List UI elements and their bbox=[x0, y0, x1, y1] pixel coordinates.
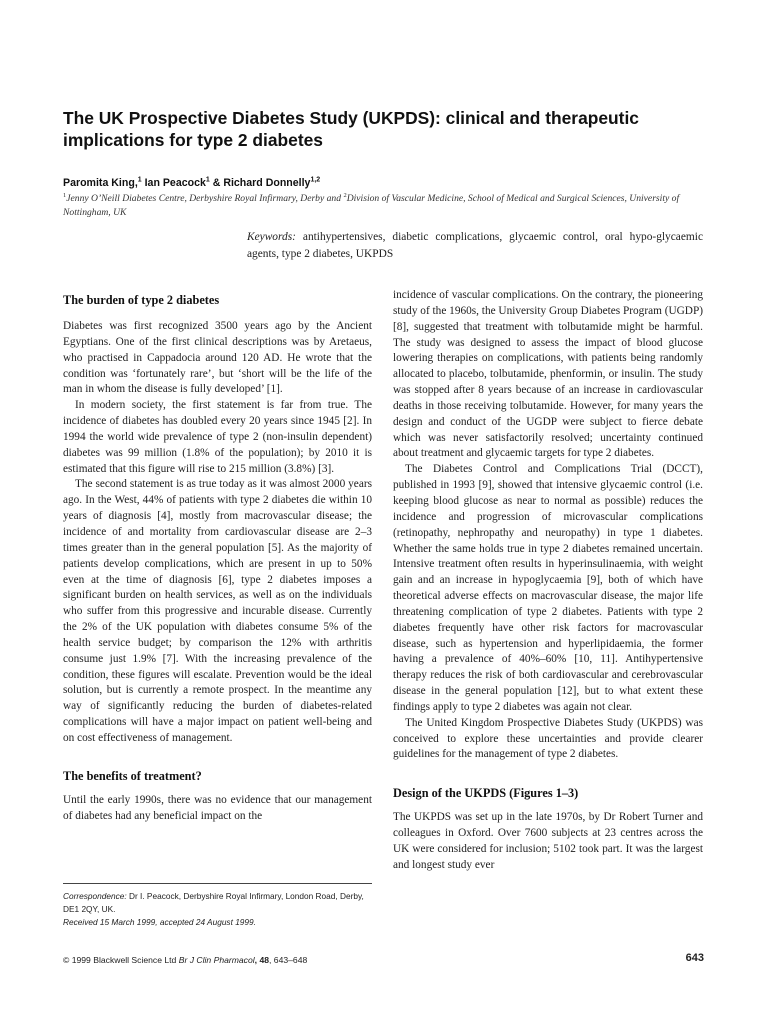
received-text: Received 15 March 1999, accepted 24 August 1999. bbox=[63, 917, 256, 927]
keywords-label: Keywords: bbox=[247, 231, 296, 243]
body-paragraph: incidence of vascular complications. On the contrary, the pioneering study of the 1960s, the University Group Diabetes Program (UGDP) [8], suggested that treatment with tolbutamide might be harmful. The study was designed to assess the impact of blood glucose lowering therapies on complications, with patients being randomly allocated to placebo, tolbutamide, phenformin, or insulin. The study was stopped after 8 years because of an increase in cardiovascular deaths in those receiving tolbutamide. However, for many years the design and conduct of the UGDP were subject to fierce debate which was never satisfactorily resolved; uncertainty continued about treatment and glycaemic targets for type 2 diabetes. bbox=[393, 289, 703, 460]
author-name: Ian Peacock bbox=[141, 177, 206, 189]
body-paragraph: The Diabetes Control and Complications Trial (DCCT), published in 1993 [9], showed that intensive glycaemic control (i.e. keeping blood glucose as near to normal as possible) reduces the incidence and progression of microvascular complications (retinopathy, nephropathy and neuropathy) in type 1 diabetes. Whether the same holds true in type 2 diabetes remained uncertain. Intensive treatment often results in hyperinsulinaemia, with weight gain and an increase in hypoglycaemia [9], both of which have theoretical adverse effects on macrovascular disease, the major life threatening complication of type 2 diabetes. Patients with type 2 diabetes frequently have other risk factors for macrovascular disease, such as hypertension and hyperlipidaemia, the former having a prevalence of 40%–60% [10, 11]. Antihypertensive therapy reduces the risk of both cardiovascular and cerebrovascular disease in the general population [12], but to what extent these findings apply to type 2 diabetes was again not clear. bbox=[393, 463, 703, 713]
correspondence-text: Dr I. Peacock, Derbyshire Royal Infirmary, London Road, Derby, DE1 2QY, UK. bbox=[63, 891, 364, 914]
author-affiliation-mark: 1,2 bbox=[310, 176, 321, 184]
section-heading-burden: The burden of type 2 diabetes bbox=[63, 293, 220, 307]
body-paragraph: Until the early 1990s, there was no evidence that our management of diabetes had any beneficial impact on the bbox=[63, 793, 372, 822]
author-name: Paromita King, bbox=[63, 177, 138, 189]
keywords-text: antihypertensives, diabetic complications, glycaemic control, oral hypo-glycaemic agents, type 2 diabetes, UKPDS bbox=[247, 231, 703, 260]
journal-volume: , 48 bbox=[254, 955, 270, 965]
article-title: The UK Prospective Diabetes Study (UKPDS): clinical and therapeutic implications for type 2 diabetes bbox=[63, 108, 639, 150]
affiliation-mark: 2 bbox=[343, 191, 347, 199]
author-affiliation-mark: 1 bbox=[205, 176, 210, 184]
body-paragraph: In modern society, the first statement is far from true. The incidence of diabetes has doubled every 20 years since 1945 [2]. In 1994 the world wide prevalence of type 2 (non-insulin dependent) diabetes was 99 million (1.8% of the population); by 2010 it is estimated that this figure will rise to 215 million (3.8%) [3]. bbox=[63, 399, 372, 475]
body-paragraph: The United Kingdom Prospective Diabetes Study (UKPDS) was conceived to explore these uncertainties and provide clearer guidelines for the management of type 2 diabetes. bbox=[393, 716, 703, 761]
body-paragraph: Diabetes was first recognized 3500 years ago by the Ancient Egyptians. One of the first clinical descriptions was by Aretaeus, who practised in Cappadocia around 120 AD. He wrote that the condition was ‘fortunately rare’, but ‘short will be the life of the man in whom the disease is fully developed’ [1]. bbox=[63, 320, 372, 396]
section-heading-benefits: The benefits of treatment? bbox=[63, 768, 202, 783]
affiliation-text: Jenny O’Neill Diabetes Centre, Derbyshire Royal Infirmary, Derby and bbox=[66, 193, 344, 204]
author-list bbox=[63, 176, 713, 190]
journal-name: Br J Clin Pharmacol bbox=[178, 955, 255, 965]
correspondence-address bbox=[63, 890, 372, 916]
affiliation-text: Division of Vascular Medicine, School of Medical and Surgical Sciences, University of Nottingham, UK bbox=[63, 193, 680, 218]
right-column bbox=[393, 288, 703, 874]
keywords bbox=[247, 229, 703, 262]
correspondence-divider bbox=[63, 883, 372, 884]
section-heading-design: Design of the UKPDS (Figures 1–3) bbox=[393, 786, 579, 801]
body-paragraph: The second statement is as true today as it was almost 2000 years ago. In the West, 44% of patients with type 2 diabetes die within 10 years of diagnosis [4], mostly from macrovascular disease; the incidence of and mortality from cardiovascular disease are 2–3 times greater than in the general population [5]. As the majority of patients develop complications, which are present in up to 50% even at the time of diagnosis [6], type 2 diabetes imposes a significant burden on health services, as well as on the individuals who suffer from this progressive and incurable disease. Currently the 2% of the UK population with diabetes consume 5% of the health service budget; by comparison the 12% with arthritis consume just 1.9% [7]. With the increasing prevalence of the condition, these figures will escalate. Prevention would be the ideal solution, but is currently a remote prospect. In the meantime any way of significantly reducing the burden of diabetes-related complications will have a major impact on patient well-being and on cost effectiveness of management. bbox=[63, 478, 372, 744]
affiliations bbox=[63, 192, 713, 219]
correspondence-label: Correspondence: bbox=[63, 891, 127, 901]
page-number: 643 bbox=[685, 952, 704, 964]
body-paragraph: The UKPDS was set up in the late 1970s, by Dr Robert Turner and colleagues in Oxford. Over 7600 subjects at 23 centres across the UK were considered for inclusion; 5102 took part. It was the largest and longest study ever bbox=[393, 811, 703, 871]
affiliation-mark: 1 bbox=[63, 191, 67, 199]
received-dates bbox=[63, 916, 372, 929]
author-affiliation-mark: 1 bbox=[137, 176, 142, 184]
correspondence-note bbox=[63, 890, 372, 929]
page-footer bbox=[63, 954, 307, 966]
author-name: & Richard Donnelly bbox=[209, 177, 311, 189]
left-column bbox=[63, 292, 372, 824]
copyright: © 1999 Blackwell Science Ltd bbox=[63, 955, 179, 965]
journal-pages: , 643–648 bbox=[269, 955, 308, 965]
